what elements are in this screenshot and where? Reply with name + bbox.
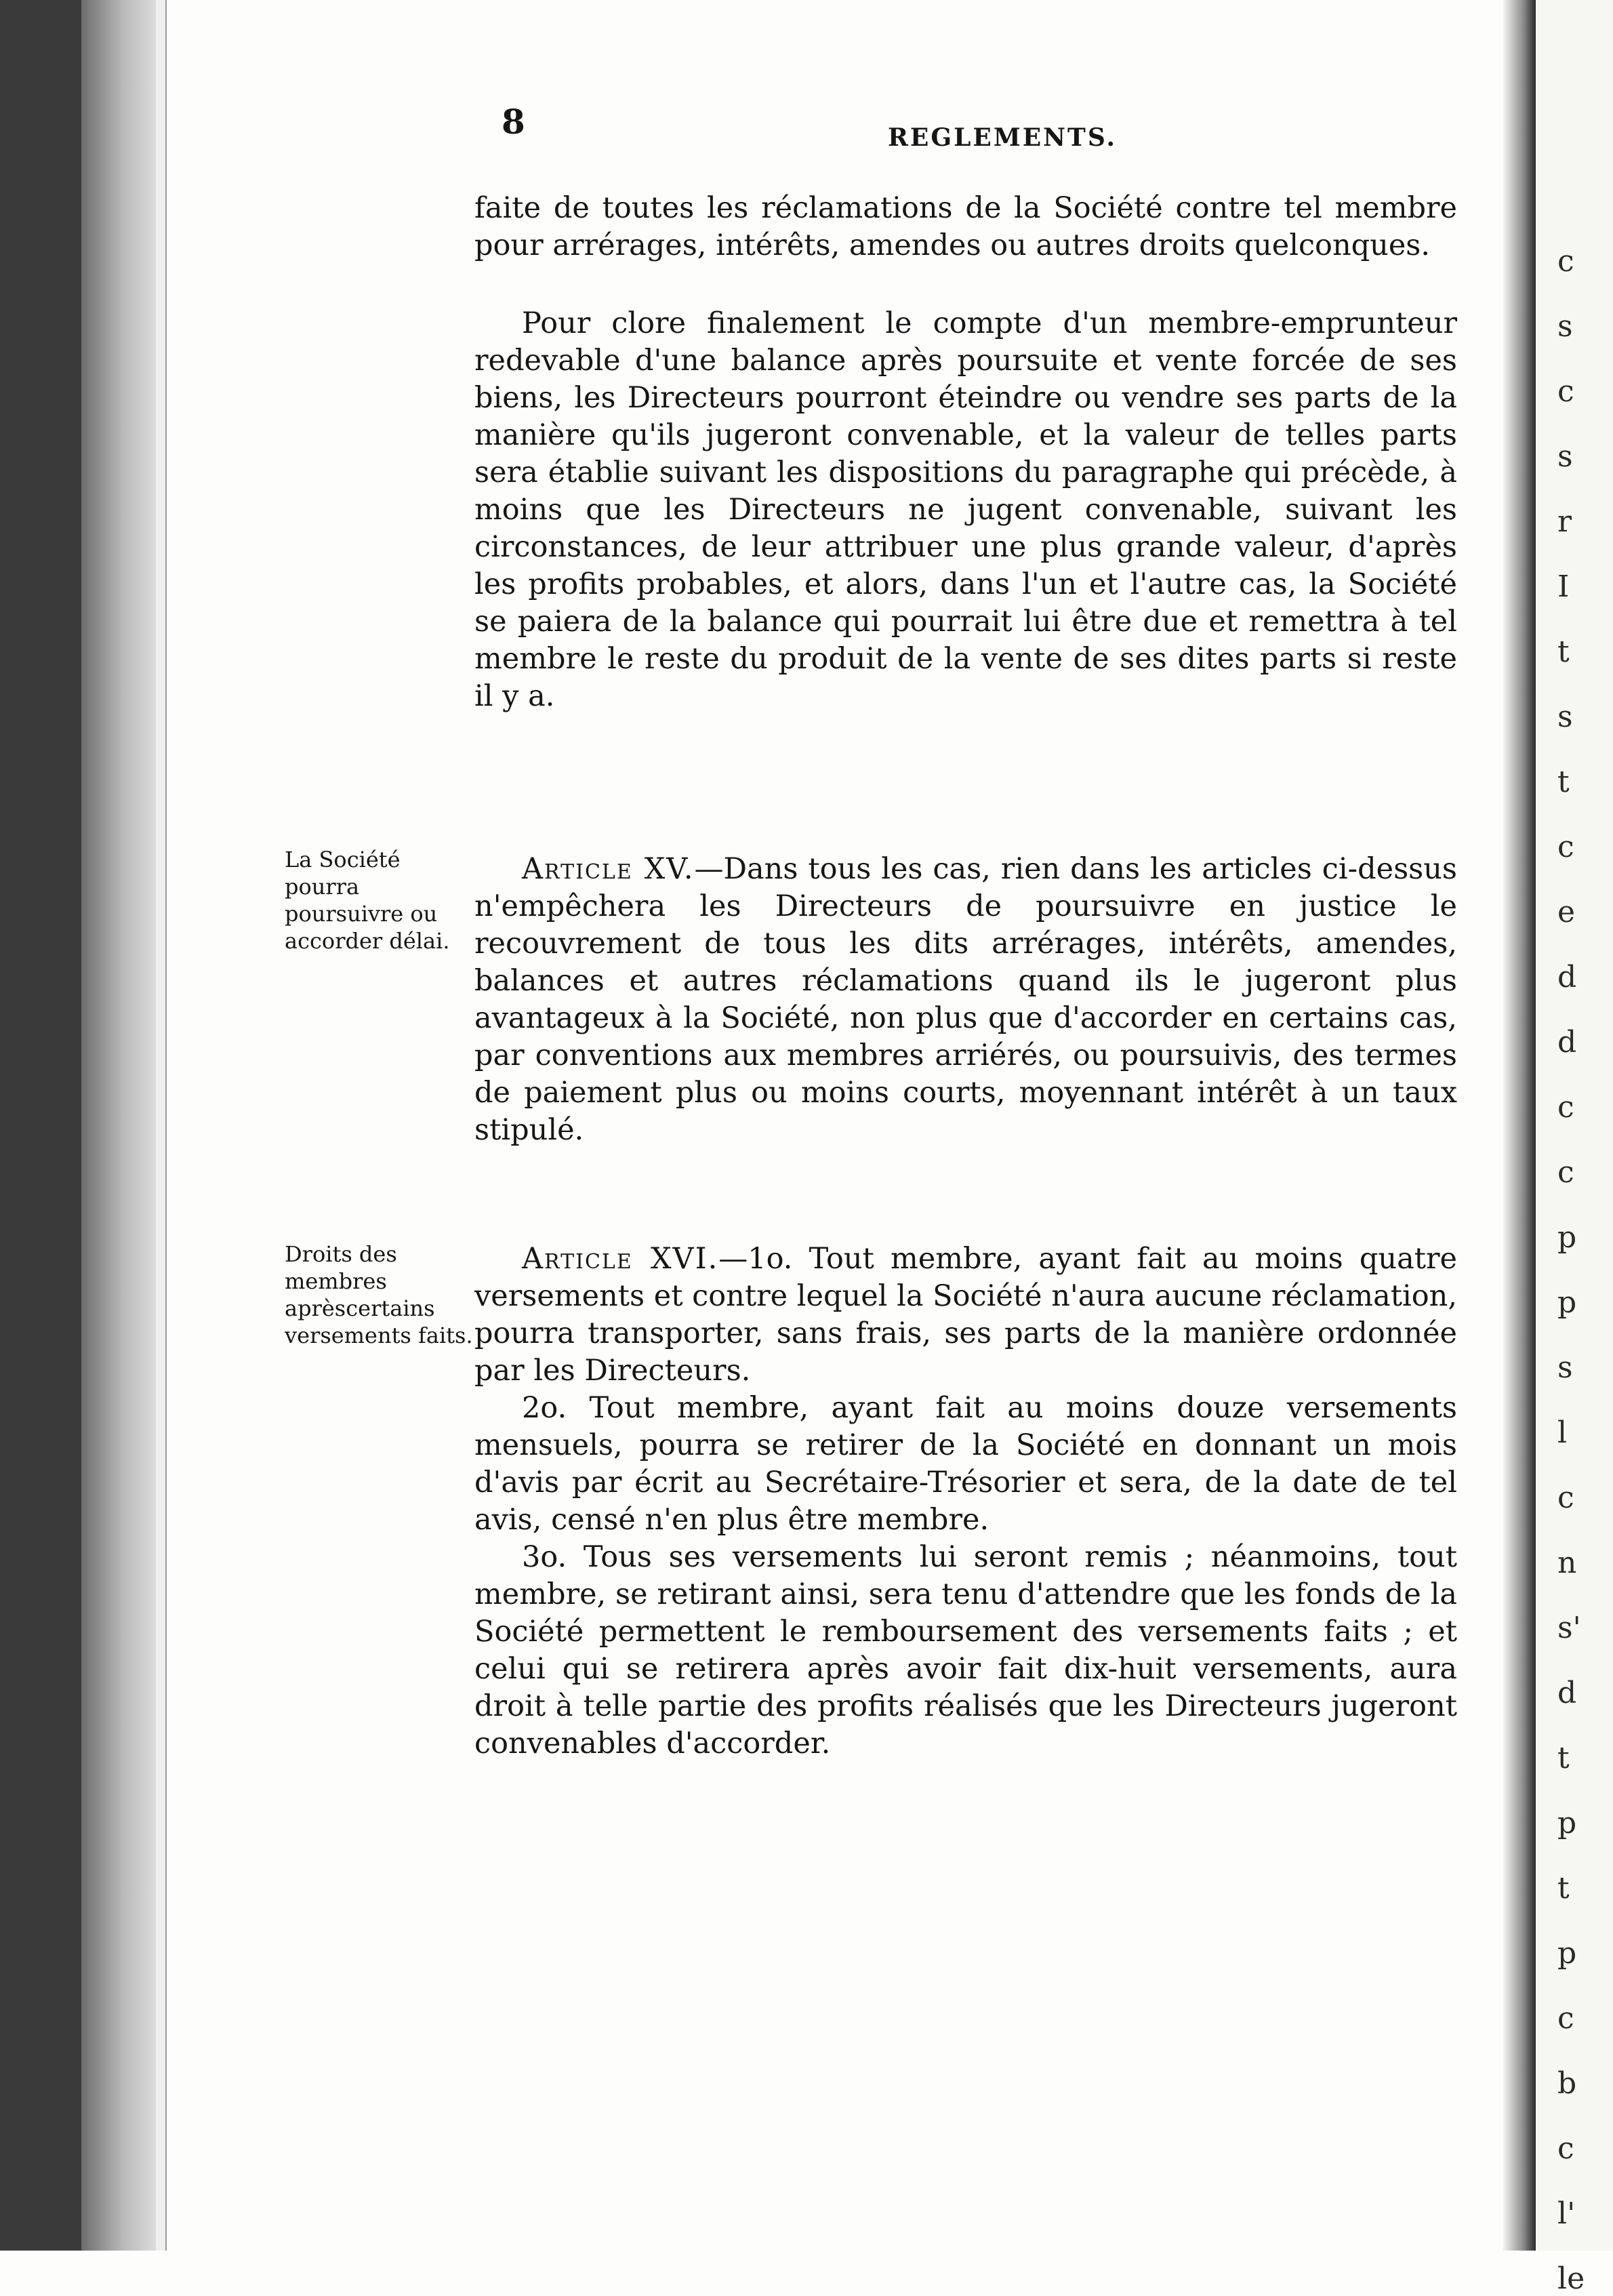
paragraph-closing-account — [474, 305, 1457, 715]
next-page-fragment: c — [1557, 2001, 1574, 2036]
next-page-fragment: c — [1557, 2131, 1574, 2166]
article-xvi — [474, 1241, 1457, 1763]
next-page-edge — [1536, 0, 1613, 2296]
next-page-fragment: s' — [1557, 1611, 1581, 1645]
next-page-fragment: I — [1557, 569, 1570, 604]
next-page-fragment: d — [1557, 1025, 1577, 1060]
next-page-fragment: t — [1557, 1871, 1570, 1906]
next-page-fragment: l' — [1557, 2196, 1576, 2231]
page-number: 8 — [502, 102, 525, 142]
scan-binding-dark — [0, 0, 81, 2251]
next-page-fragment: b — [1557, 2066, 1577, 2101]
next-page-fragment: r — [1557, 504, 1572, 539]
next-page-fragment: c — [1557, 374, 1574, 409]
next-page-fragment: c — [1557, 1481, 1574, 1515]
next-page-fragment: l — [1557, 1415, 1568, 1450]
next-page-fragment: c — [1557, 1090, 1574, 1125]
next-page-fragment: p — [1557, 1936, 1577, 1971]
article-subsection-2: 2o. Tout membre, ayant fait au moins douze versements mensuels, pourra se retirer de la Société en donnant un mois d'avis par écrit au Secrétaire-Trésorier et sera, de la date de tel avis, censé n'en plus être membre. — [474, 1391, 1457, 1537]
next-page-fragment: t — [1557, 1741, 1570, 1775]
next-page-fragment: d — [1557, 960, 1577, 994]
page-fold-shadow — [1503, 0, 1536, 2251]
next-page-fragment: s — [1557, 309, 1573, 344]
next-page-fragment: d — [1557, 1676, 1577, 1710]
next-page-fragment: e — [1557, 895, 1576, 929]
article-xv — [474, 851, 1457, 1149]
scan-binding-shadow — [81, 0, 156, 2251]
next-page-fragment: c — [1557, 1155, 1574, 1190]
page-edge — [156, 0, 167, 2251]
next-page-fragment: c — [1557, 830, 1574, 864]
article-subsection-3: 3o. Tous ses versements lui seront remis ; néanmoins, tout membre, se retirant ainsi, sera tenu d'attendre que les fonds de la Société permettent le remboursement des versements faits ; et celui qui se retirera après avoir fait dix-huit versements, aura droit à telle partie des profits réalisés que les Directeurs jugeront convenables d'accorder. — [474, 1540, 1457, 1760]
article-text: —Dans tous les cas, rien dans les articles ci-dessus n'empêchera les Directeurs de poursuivre en justice le recouvrement de tous les dits arrérages, intérêts, amendes, balances et autres réclamations quand ils le jugeront plus avantageux à la Société, non plus que d'accorder en certains cas, par conventions aux membres arriérés, ou poursuivis, des termes de paiement plus ou moins courts, moyennant intérêt à un taux stipulé. — [474, 852, 1457, 1147]
paragraph-continuation — [474, 190, 1457, 264]
next-page-fragment: t — [1557, 765, 1570, 799]
next-page-fragment: c — [1557, 244, 1574, 279]
next-page-fragment: p — [1557, 1285, 1577, 1320]
next-page-fragment: s — [1557, 439, 1573, 474]
next-page-fragment: le — [1557, 2261, 1585, 2296]
next-page-fragment: s — [1557, 700, 1573, 734]
running-head: REGLEMENTS. — [888, 123, 1118, 152]
paragraph-text: faite de toutes les réclamations de la Société contre tel membre pour arrérages, intérêts, amendes ou autres droits quelconques. — [474, 191, 1457, 262]
article-text: —1o. Tout membre, ayant fait au moins quatre versements et contre lequel la Société n'aura aucune réclamation, pourra transporter, sans frais, ses parts de la manière ordonnée par les Directeurs. — [474, 1242, 1457, 1388]
next-page-fragment: t — [1557, 635, 1570, 669]
margin-note-article-xvi: Droits des membres aprèscertains versements faits. — [285, 1241, 473, 1348]
next-page-fragment: n — [1557, 1546, 1577, 1580]
margin-note-article-xv: La Société pourra poursuivre ou accorder délai. — [285, 847, 450, 954]
next-page-fragment: p — [1557, 1806, 1577, 1840]
paragraph-text: Pour clore finalement le compte d'un membre-emprunteur redevable d'une balance après poursuite et vente forcée de ses biens, les Directeurs pourront éteindre ou vendre ses parts de la manière qu'ils jugeront convenable, et la valeur de telles parts sera établie suivant les dispositions du paragraphe qui précède, à moins que les Directeurs ne jugent convenable, suivant les circonstances, de leur attribuer une plus grande valeur, d'après les profits probables, et alors, dans l'un et l'autre cas, la Société se paiera de la balance qui pourrait lui être due et remettra à tel membre le reste du produit de la vente de ses dites parts si reste il y a. — [474, 306, 1457, 713]
next-page-fragment: p — [1557, 1220, 1577, 1255]
article-heading: Article XV. — [522, 852, 695, 886]
article-heading: Article XVI. — [522, 1242, 719, 1276]
next-page-fragment: s — [1557, 1350, 1573, 1385]
